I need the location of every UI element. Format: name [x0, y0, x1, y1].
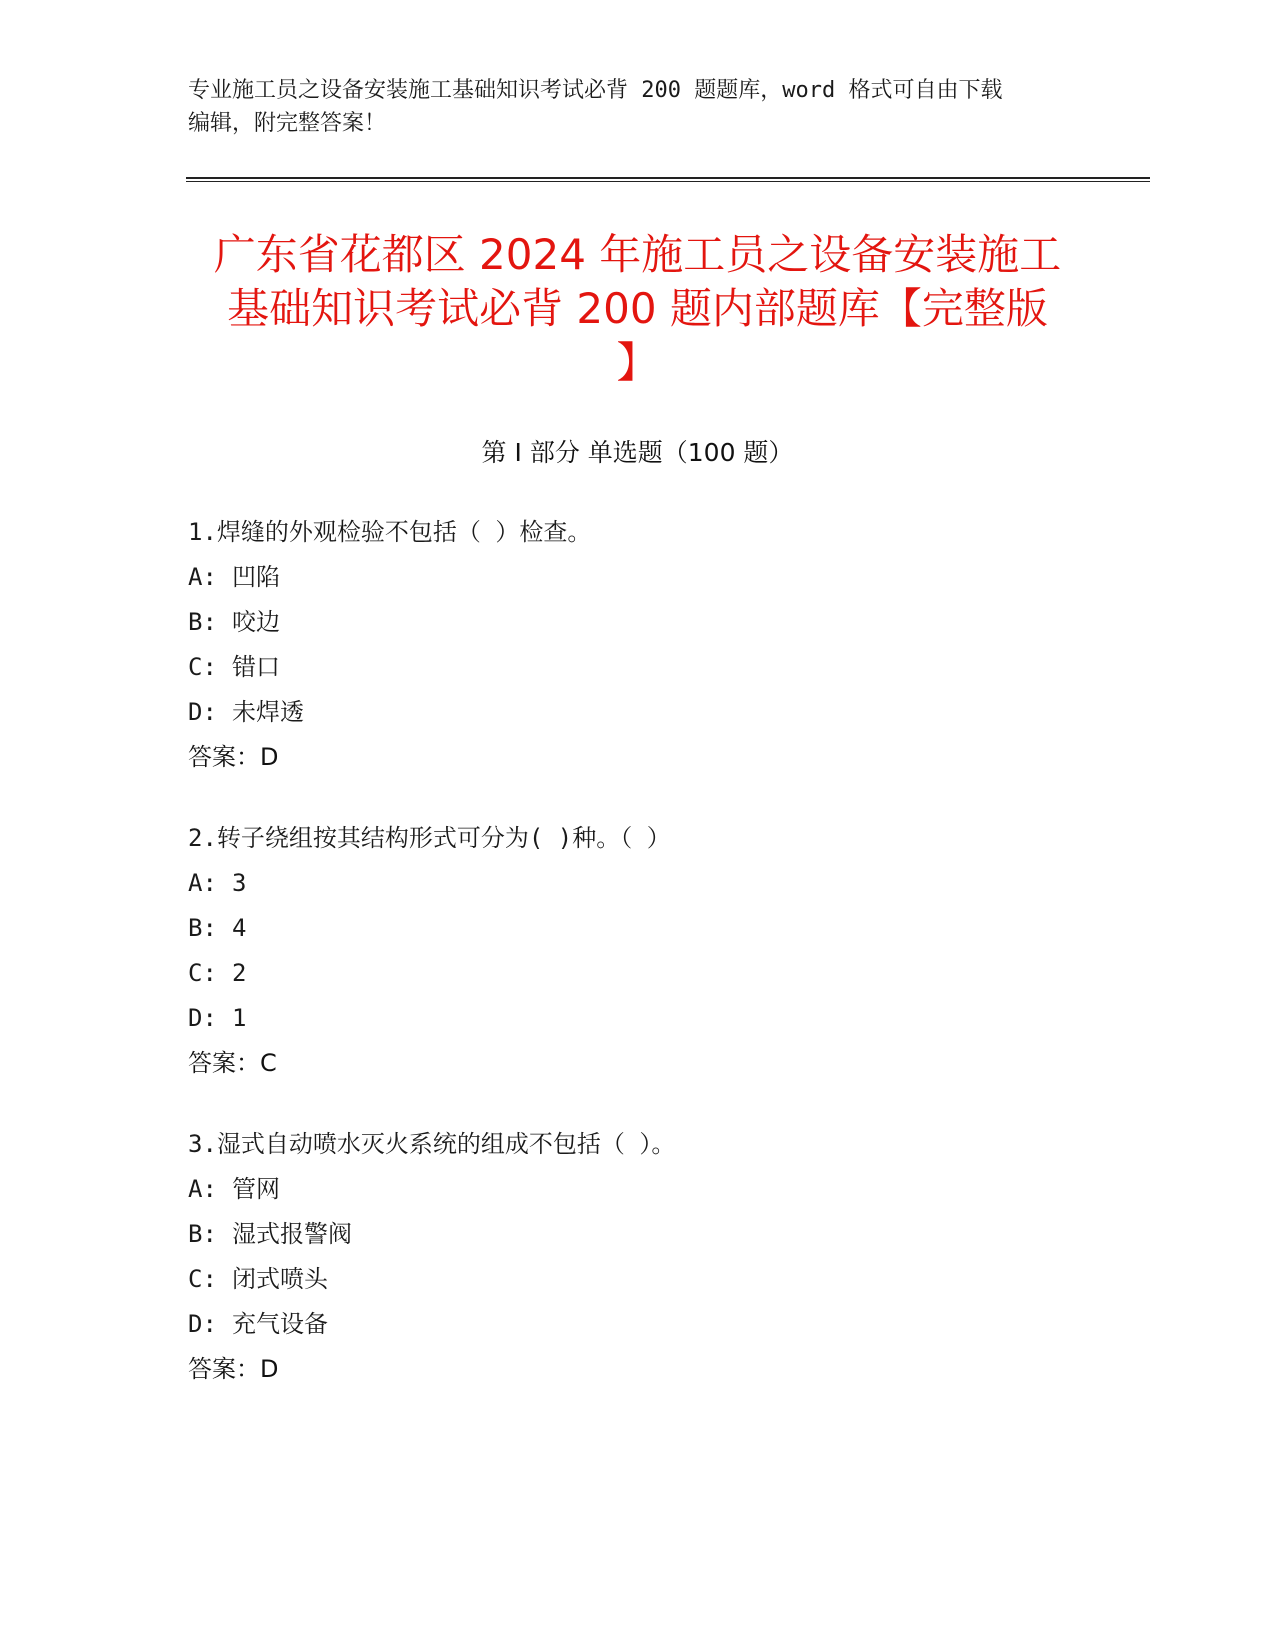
document-title-line-1: 广东省花都区 2024 年施工员之设备安装施工 — [213, 230, 1062, 279]
option-c — [188, 645, 1088, 690]
option-text: 错口 — [232, 653, 280, 681]
option-key: C: — [188, 1265, 217, 1293]
document-title — [170, 228, 1105, 390]
document-title-line-3: 】 — [616, 338, 659, 387]
option-key: B: — [188, 1220, 217, 1248]
answer-line: 答案：C — [188, 1049, 277, 1077]
option-d — [188, 1302, 1088, 1347]
option-key: C: — [188, 959, 217, 987]
header-divider — [186, 177, 1150, 182]
option-text: 湿式报警阀 — [232, 1220, 352, 1248]
option-c — [188, 1257, 1088, 1302]
question-stem: 2.转子绕组按其结构形式可分为( )种。（ ） — [188, 824, 671, 852]
option-b — [188, 1212, 1088, 1257]
option-text: 充气设备 — [232, 1310, 328, 1338]
question-1 — [188, 510, 1088, 780]
section-title: 第 I 部分 单选题（100 题） — [481, 438, 794, 467]
option-key: A: — [188, 563, 217, 591]
document-title-line-2: 基础知识考试必背 200 题内部题库【完整版 — [227, 284, 1048, 333]
question-stem: 3.湿式自动喷水灭火系统的组成不包括（ ）。 — [188, 1130, 676, 1158]
option-b — [188, 906, 1088, 951]
option-text: 未焊透 — [232, 698, 304, 726]
option-text: 凹陷 — [232, 563, 280, 591]
answer-line: 答案：D — [188, 1355, 279, 1383]
option-text: 3 — [232, 869, 247, 897]
option-text: 4 — [232, 914, 247, 942]
header-note-line-1: 专业施工员之设备安装施工基础知识考试必背 200 题题库，word 格式可自由下载 — [188, 78, 1003, 103]
option-key: B: — [188, 914, 217, 942]
option-d — [188, 996, 1088, 1041]
option-a — [188, 555, 1088, 600]
option-key: A: — [188, 869, 217, 897]
option-text: 2 — [232, 959, 247, 987]
option-c — [188, 951, 1088, 996]
option-text: 闭式喷头 — [232, 1265, 328, 1293]
header-note — [188, 74, 1088, 140]
header-note-line-2: 编辑，附完整答案！ — [188, 111, 387, 136]
option-b — [188, 600, 1088, 645]
option-text: 1 — [232, 1004, 247, 1032]
option-key: A: — [188, 1175, 217, 1203]
option-key: C: — [188, 653, 217, 681]
option-text: 管网 — [232, 1175, 280, 1203]
option-text: 咬边 — [232, 608, 280, 636]
option-d — [188, 690, 1088, 735]
option-key: D: — [188, 1004, 217, 1032]
option-a — [188, 861, 1088, 906]
question-3 — [188, 1122, 1088, 1392]
option-key: B: — [188, 608, 217, 636]
option-key: D: — [188, 1310, 217, 1338]
question-stem: 1.焊缝的外观检验不包括（ ）检查。 — [188, 518, 592, 546]
option-key: D: — [188, 698, 217, 726]
answer-line: 答案：D — [188, 743, 279, 771]
option-a — [188, 1167, 1088, 1212]
question-2 — [188, 816, 1088, 1086]
